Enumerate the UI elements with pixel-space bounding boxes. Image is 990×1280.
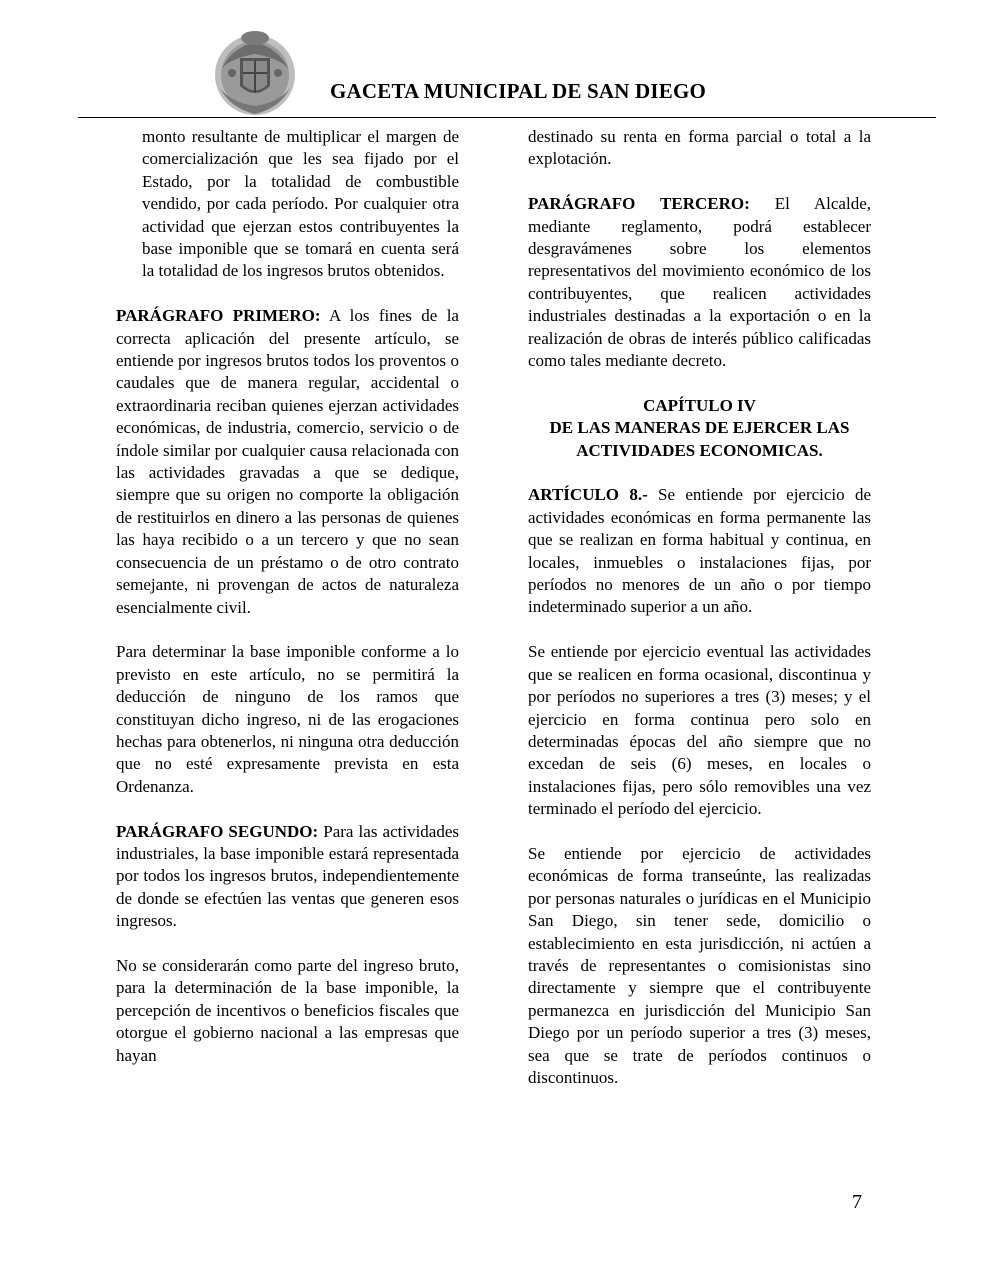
ingreso-bruto-paragraph: No se considerarán como parte del ingreso bruto, para la determinación de la base imponible, la percepción de incentivos o beneficios fiscales que otorgue el gobierno nacional a las empresas que hayan bbox=[116, 955, 459, 1065]
coat-of-arms-seal bbox=[212, 28, 298, 118]
ejercicio-eventual-paragraph: Se entiende por ejercicio eventual las actividades que se realicen en forma ocasional, discontinua y por períodos no superiores a tres (3) meses; y el ejercicio en forma continua pero solo en determinadas épocas del año siempre que no excedan de seis (6) meses, en locales o instalaciones fijas, pero sólo removibles una vez terminado el período del ejercicio. bbox=[528, 642, 871, 819]
articulo-8-text: Se entiende por ejercicio de actividades económicas en forma permanente las que se realizan en forma habitual y continua, en locales, inmuebles o instalaciones fijas, por períodos no menores de un año o por tiempo indeterminado superior a un año. bbox=[528, 485, 871, 617]
paragrafo-segundo-label: PARÁGRAFO SEGUNDO: bbox=[116, 821, 319, 841]
chapter-heading bbox=[528, 395, 871, 462]
right-column bbox=[528, 126, 871, 1089]
paragrafo-primero-text: A los fines de la correcta aplicación del presente artículo, se entiende por ingresos brutos todos los proventos o caudales que de manera regular, accidental o extraordinaria reciban quienes ejerzan actividades económicas, de industria, comercio, servicio o de índole similar por cualquier causa relacionada con las actividades gravadas a que se dedique, siempre que su origen no comporte la obligación de restituirlos en dinero a las personas de quienes las haya recibido o a un tercero y que no sean consecuencia de un préstamo o de otro contrato semejante, ni provengan de actos de naturaleza esencialmente civil. bbox=[116, 306, 459, 617]
paragrafo-tercero-label: PARÁGRAFO TERCERO: bbox=[528, 194, 750, 214]
right-paragraph-continuation: destinado su renta en forma parcial o total a la explotación. bbox=[528, 127, 871, 169]
paragrafo-segundo-text: Para las actividades industriales, la base imponible estará representada por todos los ingresos brutos, independientemente de donde se efectúen las ventas que generen esos ingresos. bbox=[116, 821, 459, 931]
articulo-8 bbox=[528, 484, 871, 618]
chapter-title-line-2: ACTIVIDADES ECONOMICAS. bbox=[576, 440, 823, 460]
header-rule bbox=[78, 117, 936, 118]
paragrafo-primero bbox=[116, 305, 459, 619]
articulo-8-label: ARTÍCULO 8.- bbox=[528, 485, 648, 505]
page-number: 7 bbox=[852, 1191, 862, 1213]
paragrafo-tercero-text: El Alcalde, mediante reglamento, podrá establecer desgravámenes sobre los elementos representativos del movimiento económico de los contribuyentes, que realicen actividades industriales destinadas a la exportación o en la realización de obras de interés público calificadas como tales mediante decreto. bbox=[528, 194, 871, 371]
paragrafo-segundo bbox=[116, 821, 459, 933]
chapter-title-line-1: DE LAS MANERAS DE EJERCER LAS bbox=[549, 418, 850, 438]
paragrafo-tercero bbox=[528, 193, 871, 372]
left-paragraph-continuation: monto resultante de multiplicar el margen de comercialización que les sea fijado por el Estado, por la totalidad de combustible vendido, por cada período. Por cualquier otra actividad que ejerzan estos contribuyentes la base imponible que se tomará en cuenta será la totalidad de los ingresos brutos obtenidos. bbox=[142, 127, 459, 281]
base-imponible-paragraph: Para determinar la base imponible conforme a lo previsto en este artículo, no se permitirá la deducción de ninguno de los ramos que constituyan dicho ingreso, ni de las erogaciones hechas para obtenerlos, ni ninguna otra deducción que no esté expresamente prevista en esta Ordenanza. bbox=[116, 642, 459, 796]
chapter-number: CAPÍTULO IV bbox=[643, 395, 756, 415]
ejercicio-transeunte-paragraph: Se entiende por ejercicio de actividades económicas de forma transeúnte, las realizadas por personas naturales o jurídicas en el Municipio San Diego, sin tener sede, domicilio o establecimiento en esta jurisdicción, ni actúen a través de representantes o comisionistas sino directamente y siempre que el contribuyente permanezca en jurisdicción del Municipio San Diego por un período superior a tres (3) meses, sea que se trate de períodos continuos o discontinuos. bbox=[528, 843, 871, 1087]
gazette-title: GACETA MUNICIPAL DE SAN DIEGO bbox=[330, 79, 707, 103]
paragrafo-primero-label: PARÁGRAFO PRIMERO: bbox=[116, 306, 321, 326]
left-column bbox=[116, 126, 459, 1067]
